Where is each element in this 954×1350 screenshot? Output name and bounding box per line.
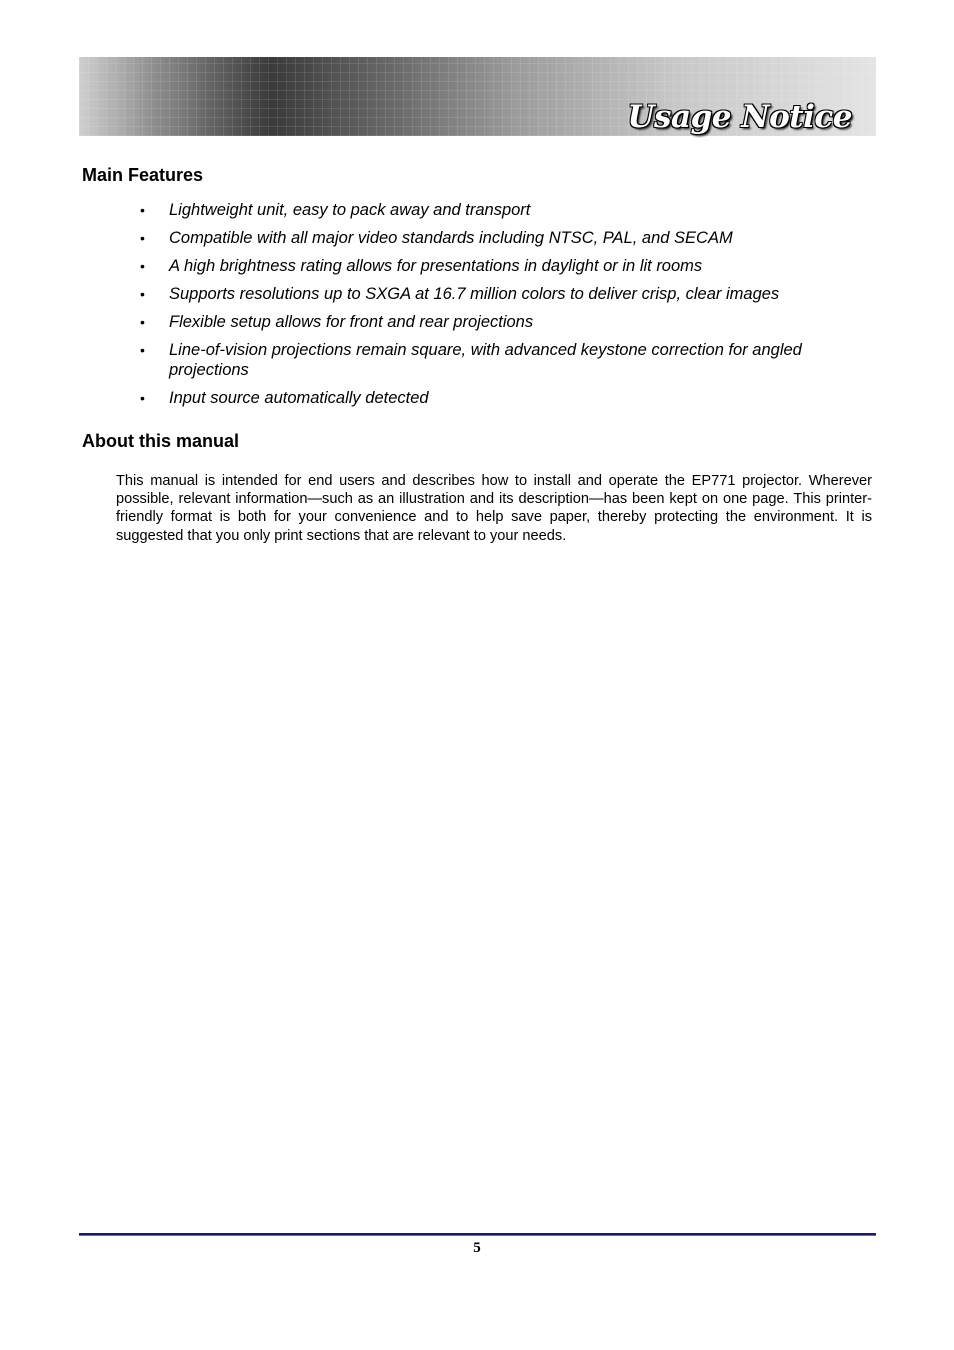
bullet-icon: •: [140, 390, 145, 406]
bullet-icon: •: [140, 202, 145, 218]
list-item-text: Supports resolutions up to SXGA at 16.7 million colors to deliver crisp, clear images: [169, 285, 780, 303]
page-number: 5: [473, 1240, 481, 1256]
main-features-heading: Main Features: [82, 165, 204, 185]
list-item-text: Flexible setup allows for front and rear projections: [169, 313, 534, 331]
list-item-text: Line-of-vision projections remain square, with advanced keystone correction for angled projections: [169, 341, 802, 379]
about-paragraph: This manual is intended for end users and describes how to install and operate the EP771 projector. Wherever possible, relevant information—such as an illustration and its description—has been kept on one page. This printer-friendly format is both for your convenience and to help save paper, thereby protecting the environment. It is suggested that you only print sections that are relevant to your needs.: [116, 473, 872, 544]
list-item-text: Lightweight unit, easy to pack away and transport: [169, 201, 531, 219]
list-item: [140, 284, 860, 304]
bullet-icon: •: [140, 230, 145, 246]
list-item: [140, 312, 860, 332]
bullet-icon: •: [140, 314, 145, 330]
list-item-text: Input source automatically detected: [169, 389, 429, 407]
list-item-text: Compatible with all major video standards including NTSC, PAL, and SECAM: [169, 229, 733, 247]
list-item: [140, 200, 860, 220]
bullet-icon: •: [140, 342, 145, 358]
list-item-text: A high brightness rating allows for presentations in daylight or in lit rooms: [169, 257, 703, 275]
list-item: [140, 388, 860, 408]
list-item: [140, 340, 860, 380]
bullet-icon: •: [140, 286, 145, 302]
bullet-icon: •: [140, 258, 145, 274]
feature-list: [140, 200, 860, 416]
page-title: Usage Notice: [627, 99, 852, 135]
about-manual-heading: About this manual: [82, 431, 239, 451]
header-banner: [79, 57, 876, 136]
list-item: [140, 256, 860, 276]
footer-divider: [79, 1233, 876, 1236]
list-item: [140, 228, 860, 248]
